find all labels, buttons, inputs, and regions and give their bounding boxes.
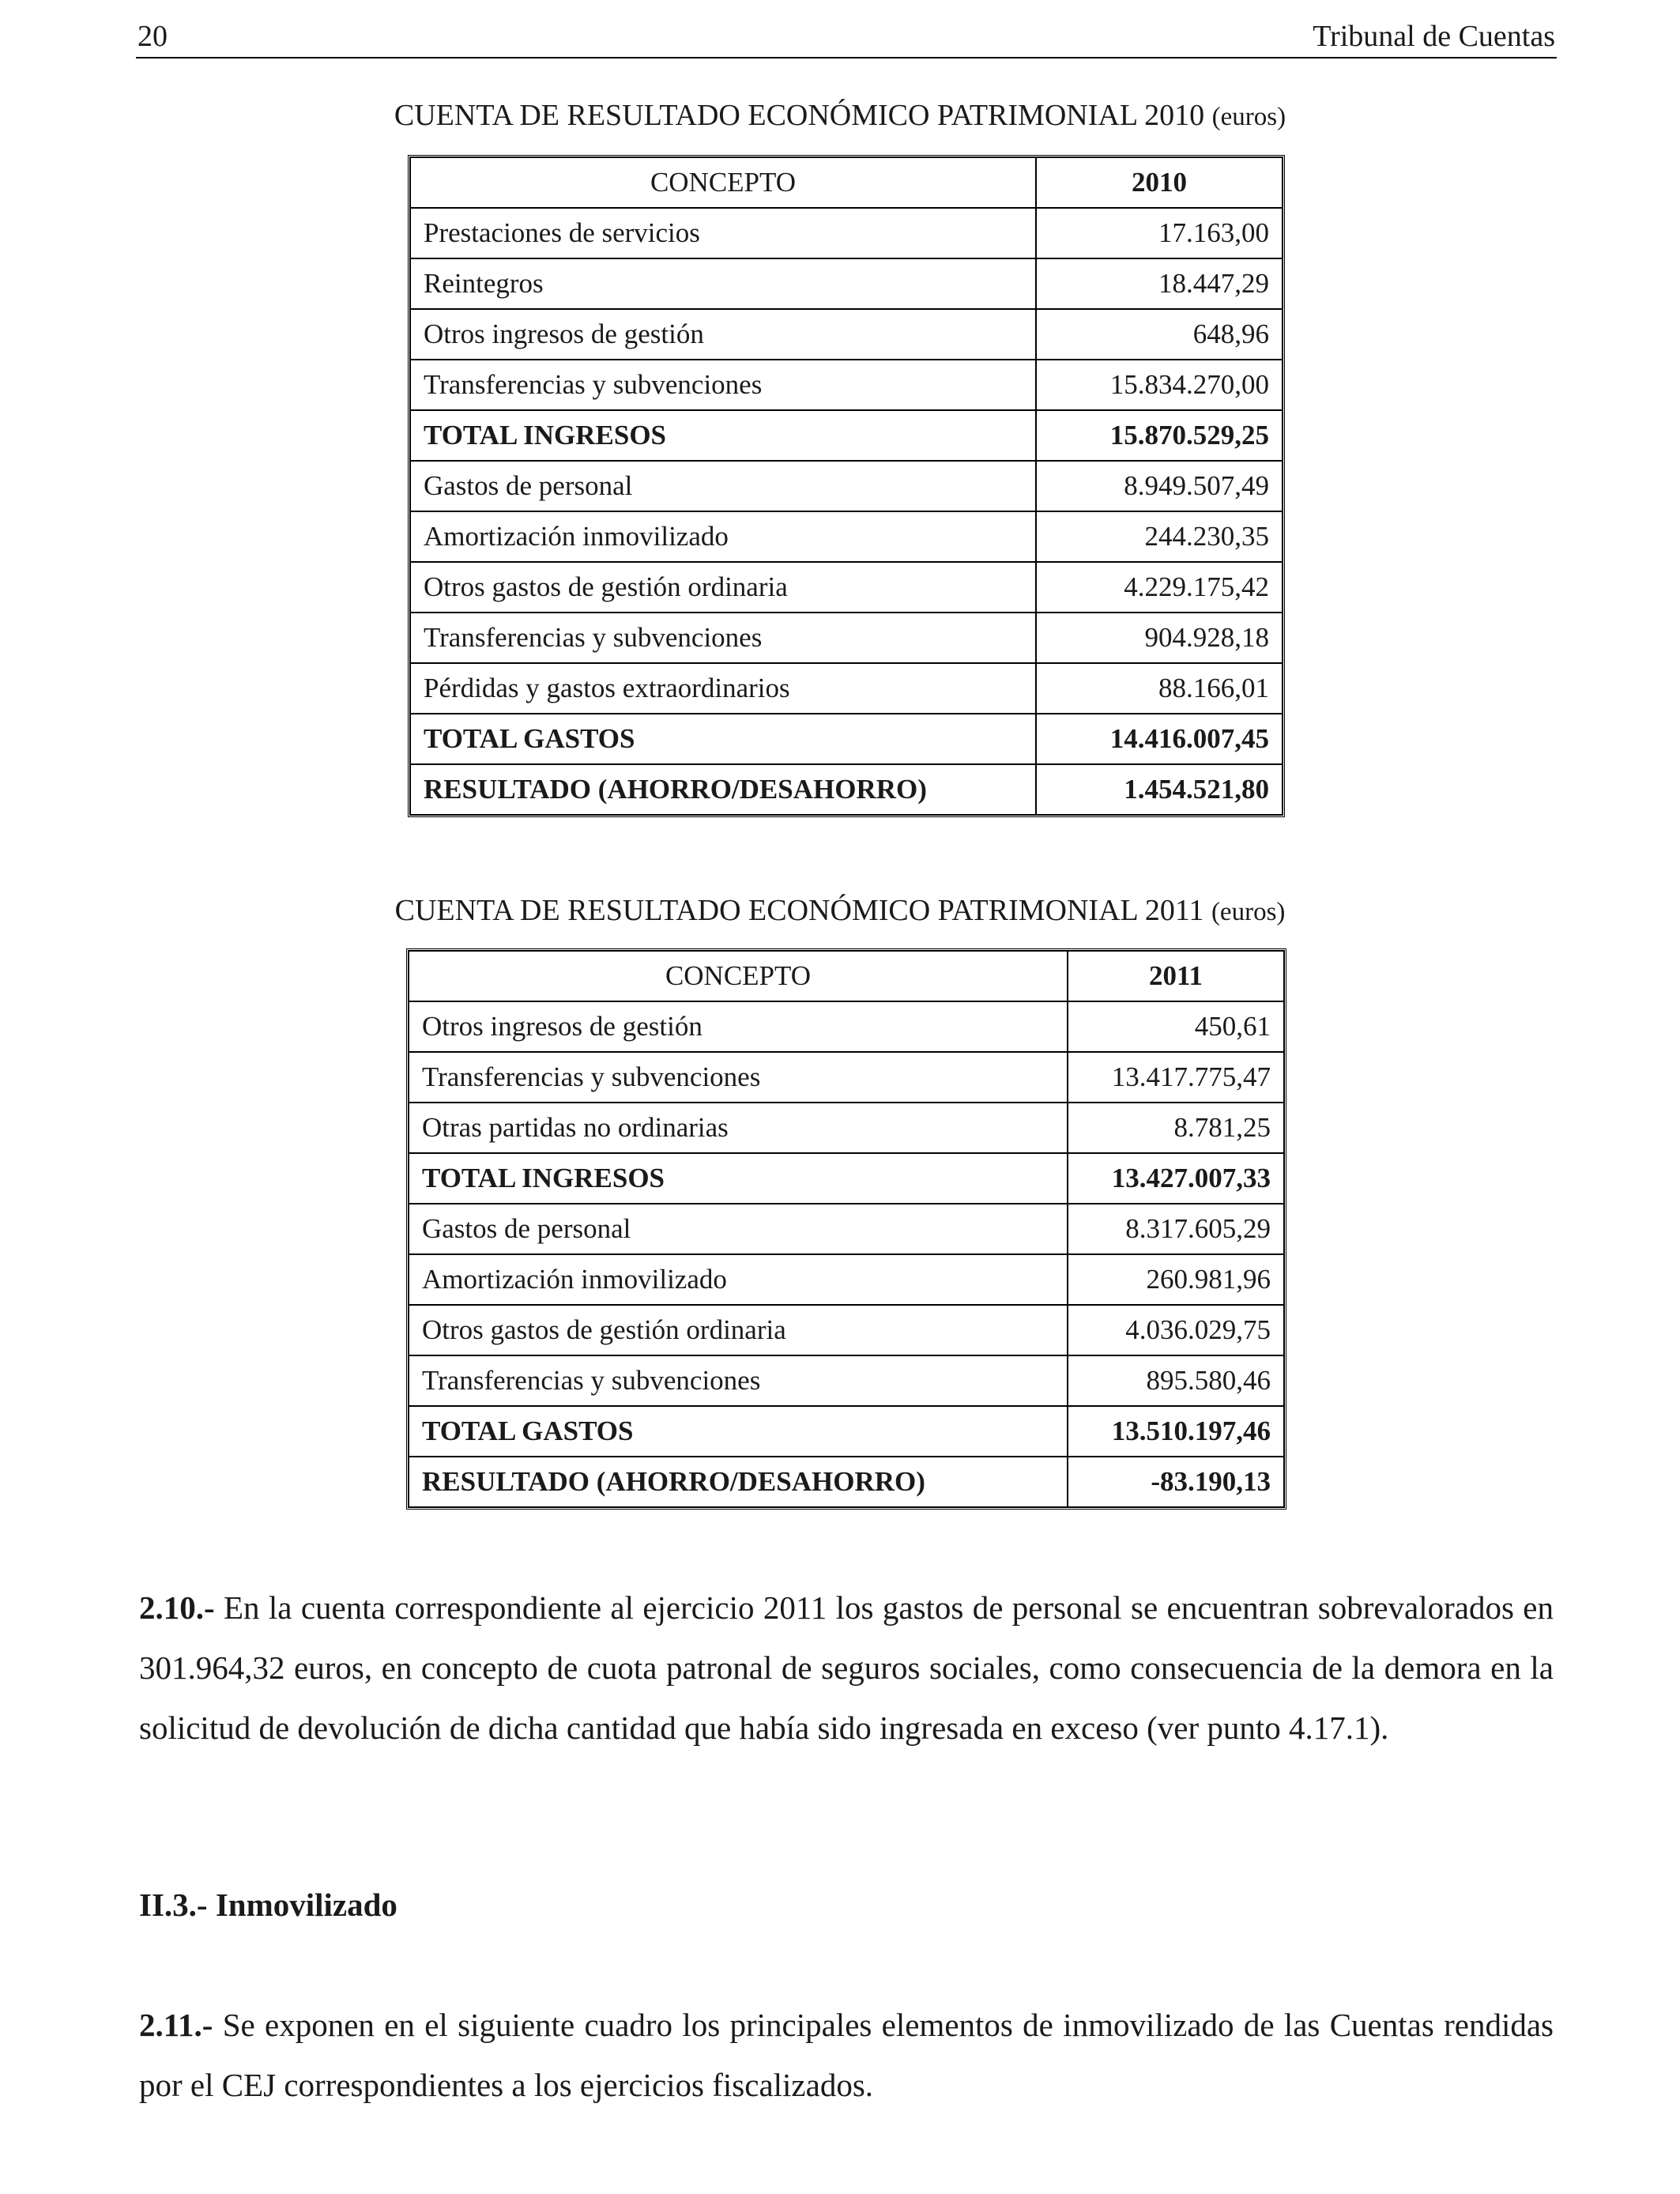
page-header xyxy=(136,17,1557,58)
row-value: 4.229.175,42 xyxy=(1036,562,1283,613)
table-2010 xyxy=(408,155,1285,817)
table-row xyxy=(409,1355,1284,1406)
row-value: 8.949.507,49 xyxy=(1036,461,1283,511)
row-label: TOTAL INGRESOS xyxy=(410,410,1036,461)
column-header-concept: CONCEPTO xyxy=(409,951,1068,1001)
table-2010-title: CUENTA DE RESULTADO ECONÓMICO PATRIMONIAL 2010 xyxy=(394,99,1205,132)
column-header-year: 2011 xyxy=(1068,951,1284,1001)
row-label: Transferencias y subvenciones xyxy=(410,360,1036,410)
table-2011-unit: (euros) xyxy=(1211,898,1286,926)
row-value: 4.036.029,75 xyxy=(1068,1305,1284,1355)
column-header-concept: CONCEPTO xyxy=(410,157,1036,208)
table-2011-title: CUENTA DE RESULTADO ECONÓMICO PATRIMONIAL 2011 xyxy=(394,894,1204,927)
row-label: RESULTADO (AHORRO/DESAHORRO) xyxy=(409,1457,1068,1507)
paragraph-number: 2.11.- xyxy=(139,2007,213,2043)
row-label: TOTAL GASTOS xyxy=(410,714,1036,764)
row-value: 450,61 xyxy=(1068,1001,1284,1052)
row-value: 8.317.605,29 xyxy=(1068,1204,1284,1254)
paragraph-text: En la cuenta correspondiente al ejercicio 2011 los gastos de personal se encuentran sobrevalorados en 301.964,32 euros, en concepto de cuota patronal de seguros sociales, como consecuencia de la demora en la solicitud de devolución de dicha cantidad que había sido ingresada en exceso (ver punto 4.17.1). xyxy=(139,1589,1554,1746)
total-row xyxy=(410,410,1283,461)
table-row xyxy=(410,663,1283,714)
table-row xyxy=(410,208,1283,258)
row-value: 1.454.521,80 xyxy=(1036,764,1283,815)
result-row xyxy=(410,764,1283,815)
row-value: 15.870.529,25 xyxy=(1036,410,1283,461)
total-row xyxy=(409,1406,1284,1457)
row-label: Amortización inmovilizado xyxy=(409,1254,1068,1305)
row-label: Transferencias y subvenciones xyxy=(409,1052,1068,1103)
row-label: Otros gastos de gestión ordinaria xyxy=(409,1305,1068,1355)
section-heading: II.3.- Inmovilizado xyxy=(139,1887,397,1923)
row-value: 648,96 xyxy=(1036,309,1283,360)
row-label: Amortización inmovilizado xyxy=(410,511,1036,562)
table-row xyxy=(409,1052,1284,1103)
row-label: Otros ingresos de gestión xyxy=(410,309,1036,360)
row-value: 13.417.775,47 xyxy=(1068,1052,1284,1103)
paragraph-number: 2.10.- xyxy=(139,1589,215,1626)
table-header-row xyxy=(410,157,1283,208)
row-value: 904.928,18 xyxy=(1036,613,1283,663)
row-label: TOTAL INGRESOS xyxy=(409,1153,1068,1204)
table-row xyxy=(410,360,1283,410)
table-row xyxy=(410,613,1283,663)
table-row xyxy=(409,1204,1284,1254)
paragraph-2-10 xyxy=(139,1578,1554,1758)
page-number: 20 xyxy=(137,20,168,53)
table-row xyxy=(410,461,1283,511)
table-header-row xyxy=(409,951,1284,1001)
row-value: 88.166,01 xyxy=(1036,663,1283,714)
total-row xyxy=(410,714,1283,764)
table-2010-unit: (euros) xyxy=(1211,103,1286,131)
row-value: 14.416.007,45 xyxy=(1036,714,1283,764)
table-row xyxy=(410,258,1283,309)
table-row xyxy=(410,511,1283,562)
table-row xyxy=(409,1103,1284,1153)
row-label: Reintegros xyxy=(410,258,1036,309)
column-header-year: 2010 xyxy=(1036,157,1283,208)
row-value: 15.834.270,00 xyxy=(1036,360,1283,410)
row-value: 8.781,25 xyxy=(1068,1103,1284,1153)
table-row xyxy=(409,1001,1284,1052)
row-label: Prestaciones de servicios xyxy=(410,208,1036,258)
row-label: Gastos de personal xyxy=(410,461,1036,511)
row-label: Transferencias y subvenciones xyxy=(409,1355,1068,1406)
table-row xyxy=(410,562,1283,613)
table-2011-caption xyxy=(0,893,1680,928)
table-2010-caption xyxy=(0,98,1680,133)
paragraph-text: Se exponen en el siguiente cuadro los principales elementos de inmovilizado de las Cuentas rendidas por el CEJ correspondientes a los ejercicios fiscalizados. xyxy=(139,2007,1554,2103)
row-label: Otras partidas no ordinarias xyxy=(409,1103,1068,1153)
row-label: TOTAL GASTOS xyxy=(409,1406,1068,1457)
row-value: 895.580,46 xyxy=(1068,1355,1284,1406)
row-label: Otros ingresos de gestión xyxy=(409,1001,1068,1052)
paragraph-2-11 xyxy=(139,1995,1554,2115)
total-row xyxy=(409,1153,1284,1204)
row-value: 244.230,35 xyxy=(1036,511,1283,562)
row-label: Transferencias y subvenciones xyxy=(410,613,1036,663)
table-row xyxy=(409,1254,1284,1305)
row-value: 18.447,29 xyxy=(1036,258,1283,309)
table-row xyxy=(409,1305,1284,1355)
row-label: Otros gastos de gestión ordinaria xyxy=(410,562,1036,613)
row-value: 13.510.197,46 xyxy=(1068,1406,1284,1457)
result-row xyxy=(409,1457,1284,1507)
row-value: 260.981,96 xyxy=(1068,1254,1284,1305)
row-label: Pérdidas y gastos extraordinarios xyxy=(410,663,1036,714)
row-value: -83.190,13 xyxy=(1068,1457,1284,1507)
table-row xyxy=(410,309,1283,360)
table-2011 xyxy=(406,948,1286,1510)
running-title: Tribunal de Cuentas xyxy=(1313,20,1555,53)
row-label: Gastos de personal xyxy=(409,1204,1068,1254)
row-value: 13.427.007,33 xyxy=(1068,1153,1284,1204)
row-value: 17.163,00 xyxy=(1036,208,1283,258)
row-label: RESULTADO (AHORRO/DESAHORRO) xyxy=(410,764,1036,815)
